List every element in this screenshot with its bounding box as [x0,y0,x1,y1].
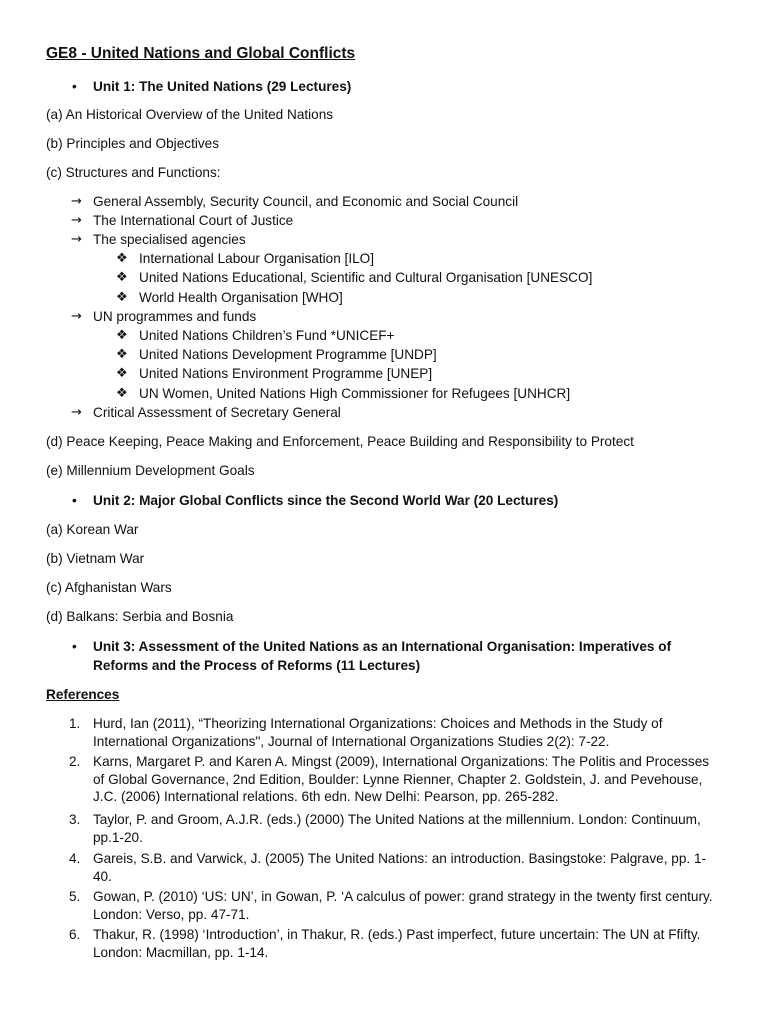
bullet-icon: • [72,639,77,654]
unit1-heading-text: Unit 1: The United Nations (29 Lectures) [93,79,352,94]
diamond-bullet-icon: ❖ [116,290,128,305]
unit2-item: (c) Afghanistan Wars [46,580,172,595]
reference-text: Taylor, P. and Groom, A.J.R. (eds.) (2000) The United Nations at the millennium. London: Continuum, pp.1-20. [93,812,701,845]
structure-item-text: UN programmes and funds [93,309,257,324]
structure-item-text: The International Court of Justice [93,213,294,228]
unit1-item-e: (e) Millennium Development Goals [46,463,255,478]
arrow-right-icon: → [71,232,82,247]
reference-number: 4. [69,851,81,866]
unit2-heading-text: Unit 2: Major Global Conflicts since the Second World War (20 Lectures) [93,493,559,508]
agency-item-text: World Health Organisation [WHO] [139,290,343,305]
reference-number: 1. [69,716,81,731]
programme-item-text: UN Women, United Nations High Commissioner for Refugees [UNHCR] [139,386,571,401]
reference-number: 5. [69,889,81,904]
unit2-item: (d) Balkans: Serbia and Bosnia [46,609,234,624]
unit1-item-d: (d) Peace Keeping, Peace Making and Enforcement, Peace Building and Responsibility to Protect [46,434,634,449]
unit2-item: (a) Korean War [46,522,139,537]
diamond-bullet-icon: ❖ [116,366,128,381]
agency-item-text: United Nations Educational, Scientific and Cultural Organisation [UNESCO] [139,270,593,285]
diamond-bullet-icon: ❖ [116,347,128,362]
reference-number: 2. [69,754,81,769]
diamond-bullet-icon: ❖ [116,251,128,266]
reference-text: Thakur, R. (1998) ‘Introduction’, in Thakur, R. (eds.) Past imperfect, future uncertain: The UN at Ffifty. London: Macmillan, pp. 1-14. [93,927,701,960]
programme-item-text: United Nations Environment Programme [UNEP] [139,366,433,381]
bullet-icon: • [72,493,77,508]
arrow-right-icon: → [71,405,82,420]
reference-number: 3. [69,812,81,827]
unit3-heading-line1: Unit 3: Assessment of the United Nations as an International Organisation: Imperatives of [93,639,672,654]
diamond-bullet-icon: ❖ [116,270,128,285]
structure-item-text: Critical Assessment of Secretary General [93,405,341,420]
reference-text: Hurd, Ian (2011), “Theorizing International Organizations: Choices and Methods in the Study of International Organizations", Journal of International Organizations Studies 2(2): 7-22. [93,716,663,749]
reference-text: Gareis, S.B. and Varwick, J. (2005) The United Nations: an introduction. Basingstoke: Palgrave, pp. 1-40. [93,851,707,884]
diamond-bullet-icon: ❖ [116,328,128,343]
unit3-heading-line2: Reforms and the Process of Reforms (11 Lectures) [93,658,421,673]
programme-item-text: United Nations Development Programme [UNDP] [139,347,437,362]
diamond-bullet-icon: ❖ [116,386,128,401]
bullet-icon: • [72,79,77,94]
agency-item-text: International Labour Organisation [ILO] [139,251,375,266]
programme-item-text: United Nations Children’s Fund *UNICEF+ [139,328,395,343]
arrow-right-icon: → [71,213,82,228]
references-heading: References [46,687,120,702]
unit1-item-b: (b) Principles and Objectives [46,136,220,151]
structure-item-text: General Assembly, Security Council, and Economic and Social Council [93,194,519,209]
arrow-right-icon: → [71,309,82,324]
page-title: GE8 - United Nations and Global Conflicts [46,45,356,62]
arrow-right-icon: → [71,194,82,209]
reference-text: Karns, Margaret P. and Karen A. Mingst (2009), International Organizations: The Politis and Processes of Global Governance, 2nd Edition, Boulder: Lynne Rienner, Chapter 2. Goldstein, J. and Pevehouse, J.C. (2006) International relations. 6th edn. New Delhi: Pearson, pp. 265-282. [93,754,710,804]
reference-text: Gowan, P. (2010) ‘US: UN’, in Gowan, P. ‘A calculus of power: grand strategy in the twenty first century. London: Verso, pp. 47-71. [93,889,713,922]
unit1-item-c: (c) Structures and Functions: [46,165,221,180]
unit1-item-a: (a) An Historical Overview of the United Nations [46,107,334,122]
structure-item-text: The specialised agencies [93,232,246,247]
unit2-item: (b) Vietnam War [46,551,145,566]
reference-number: 6. [69,927,81,942]
